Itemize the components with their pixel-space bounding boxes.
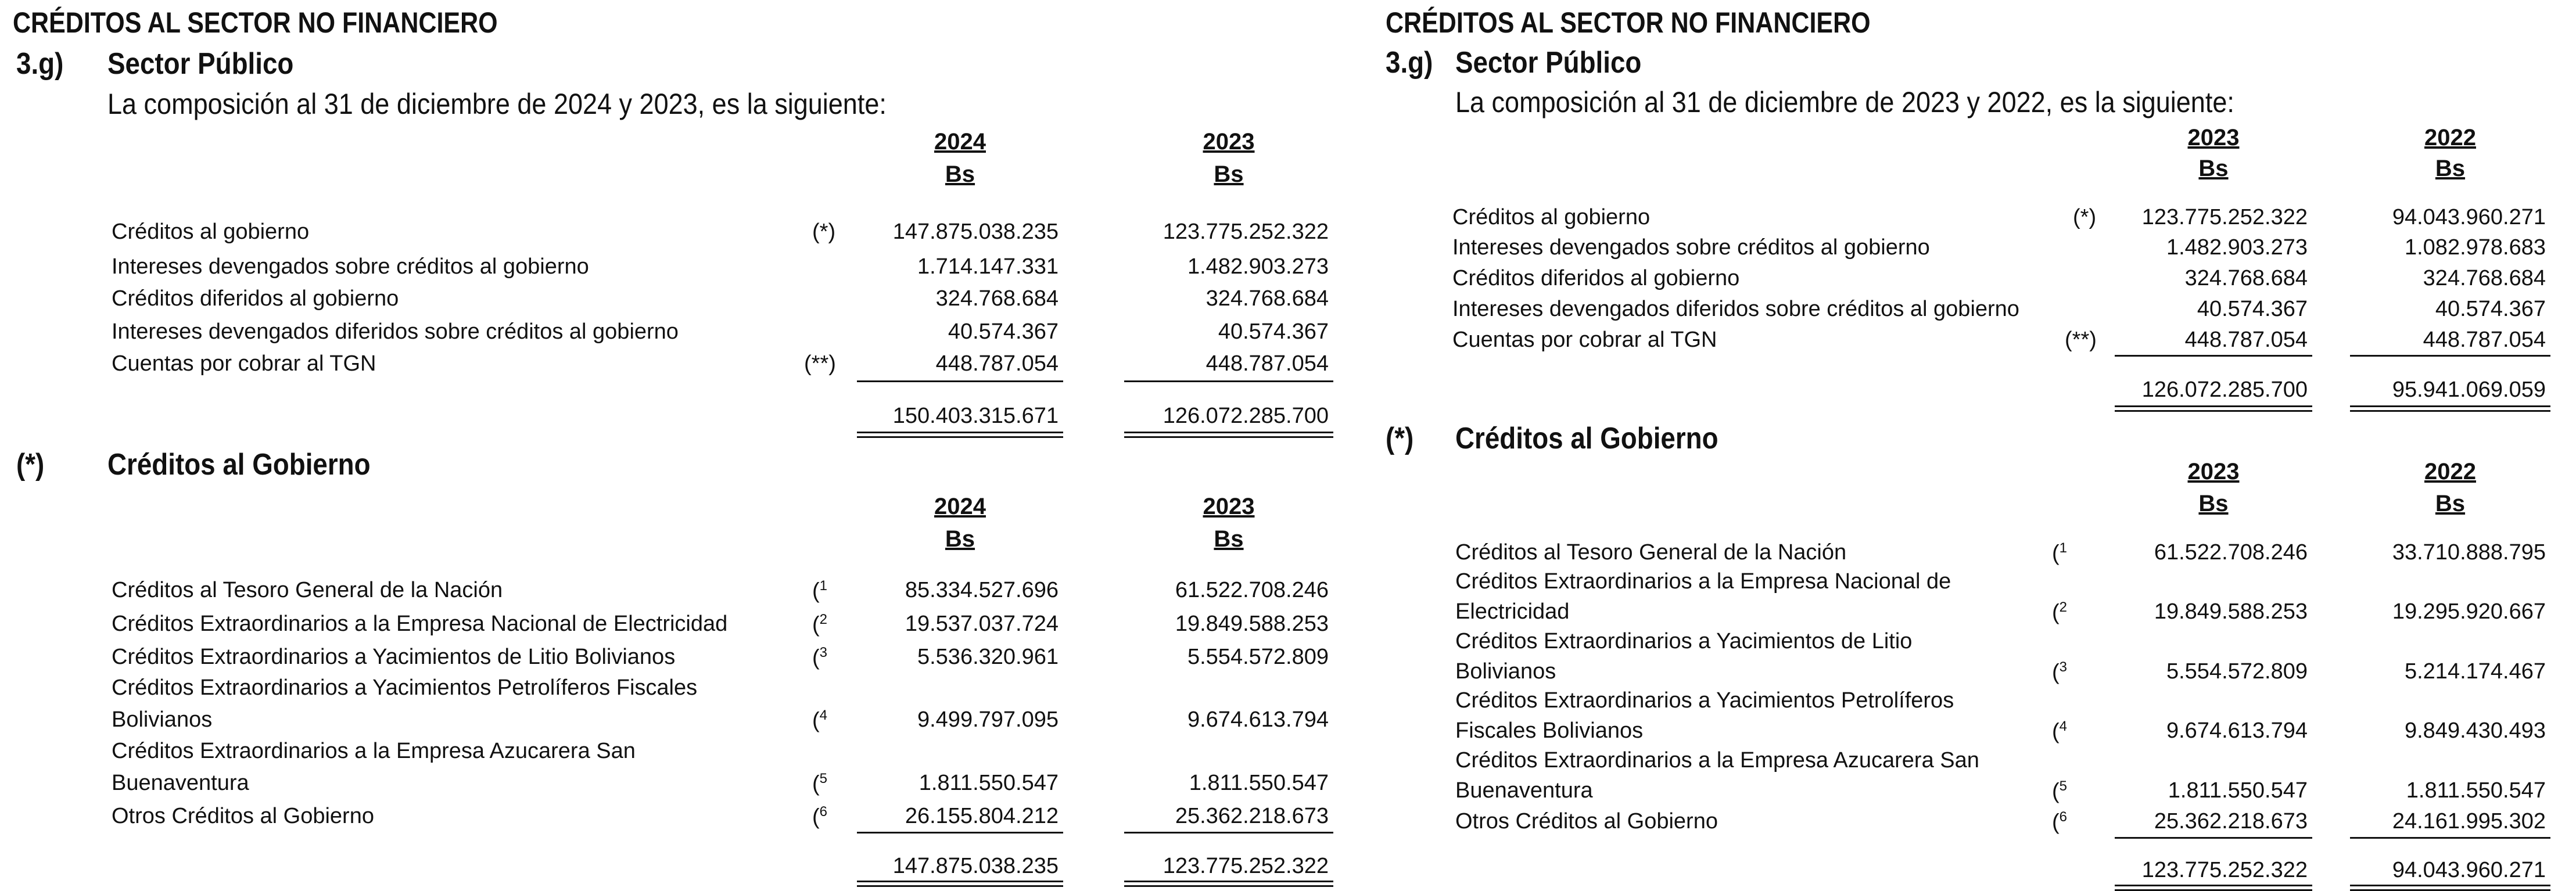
left-table1-row-label: Créditos diferidos al gobierno [112,286,399,311]
left-footnote-number: 6 [819,804,828,820]
left-table2-year-header: 2023 [1203,494,1255,519]
right-footnote-number: 4 [2059,718,2068,734]
left-table1-amount-cell: 324.768.684 [1206,286,1329,311]
right-table2-row-label: Créditos Extraordinarios a Yacimientos de Litio [1455,629,1913,653]
right-table2-amount-cell: 19.849.588.253 [2154,599,2308,624]
left-table1-amount-cell: 1.714.147.331 [917,254,1059,279]
right-table1-amount-cell: 1.082.978.683 [2404,235,2546,260]
right-intro-text: La composición al 31 de diciembre de 2023 y 2022, es la siguiente: [1455,86,2234,118]
right-table1-amount-cell: 324.768.684 [2184,266,2308,290]
left-table1-subtotal-rule [857,380,1063,382]
right-table2-row-label: Créditos Extraordinarios a la Empresa Nacional de [1455,569,1951,594]
left-table2-row-footnote-mark: ($^6$ [812,804,828,829]
right-table1-amount-cell: 448.787.054 [2423,328,2546,352]
left-subsection-note-mark: (*) [16,448,45,482]
right-table1-currency-header: Bs [2198,156,2229,181]
left-table2-subtotal-rule [857,832,1063,833]
left-table1-total-amount: 150.403.315.671 [892,404,1059,428]
left-table2-row-footnote-mark: ($^5$ [812,771,828,796]
right-table2-row-label-cont: Fiscales Bolivianos [1455,718,1644,743]
right-table1-amount-cell: 324.768.684 [2423,266,2546,290]
right-table2-row-label-cont: Bolivianos [1455,659,1556,684]
right-table1-year-header: 2023 [2187,125,2240,150]
right-table1-year-header: 2022 [2424,125,2476,150]
left-table1-total-double-rule [1124,432,1333,438]
right-table2-total-double-rule [2350,885,2550,891]
left-table2-row-label: Otros Créditos al Gobierno [112,804,374,828]
right-subsection-note-mark: (*) [1386,422,1414,455]
left-subsection-title: Créditos al Gobierno [107,448,371,482]
right-table1-currency-header: Bs [2435,156,2466,181]
right-table1-row-label: Intereses devengados sobre créditos al gobierno [1452,235,1930,260]
left-doc-title: CRÉDITOS AL SECTOR NO FINANCIERO [13,6,498,39]
right-footnote-number: 5 [2059,778,2068,794]
left-table2-total-amount: 123.775.252.322 [1163,854,1329,878]
left-table1-amount-cell: 40.574.367 [1218,319,1329,344]
right-table2-row-label: Créditos al Tesoro General de la Nación [1455,540,1847,565]
right-section-title: Sector Público [1455,46,1642,80]
left-table1-amount-cell: 123.775.252.322 [1163,220,1329,244]
left-table2-subtotal-rule [1124,832,1333,833]
left-table2-amount-cell: 9.674.613.794 [1187,707,1329,732]
left-table1-amount-cell: 324.768.684 [935,286,1059,311]
left-table2-currency-header: Bs [1214,526,1244,552]
left-section-title: Sector Público [107,47,294,81]
left-table2-amount-cell: 85.334.527.696 [905,578,1059,602]
left-footnote-number: 4 [819,707,828,723]
left-table1-year-header: 2023 [1203,129,1255,155]
left-footnote-number: 1 [819,578,828,594]
left-table1-row-note-mark: (**) [804,351,836,376]
right-table1-amount-cell: 1.482.903.273 [2166,235,2308,260]
right-table2-amount-cell: 61.522.708.246 [2154,540,2308,565]
right-table2-row-footnote-mark: ($^4$ [2052,718,2068,744]
left-table2-row-label: Créditos al Tesoro General de la Nación [112,578,503,602]
left-table2-row-label: Créditos Extraordinarios a la Empresa Azucarera San [112,739,636,763]
right-table2-row-footnote-mark: ($^6$ [2052,809,2068,835]
right-footnote-number: 1 [2059,540,2068,556]
right-table2-row-footnote-mark: ($^5$ [2052,778,2068,804]
left-footnote-number: 3 [819,645,828,660]
left-table2-amount-cell: 61.522.708.246 [1175,578,1329,602]
right-footnote-number: 2 [2059,599,2068,615]
right-table2-total-amount: 94.043.960.271 [2392,858,2546,882]
left-table1-year-header: 2024 [934,129,986,155]
right-table2-amount-cell: 24.161.995.302 [2392,809,2546,833]
left-table2-row-label-cont: Buenaventura [112,771,249,795]
right-table1-amount-cell: 123.775.252.322 [2141,205,2308,229]
right-table2-row-label-cont: Electricidad [1455,599,1570,624]
right-table2-row-footnote-mark: ($^3$ [2052,659,2068,685]
left-table1-currency-header: Bs [945,161,975,187]
right-table2-row-label: Créditos Extraordinarios a Yacimientos Petrolíferos [1455,688,1954,713]
left-table1-row-label: Intereses devengados sobre créditos al gobierno [112,254,589,279]
right-table1-subtotal-rule [2350,355,2550,357]
right-table1-amount-cell: 94.043.960.271 [2392,205,2546,229]
left-intro-text: La composición al 31 de diciembre de 2024 y 2023, es la siguiente: [107,88,887,120]
right-table1-row-label: Cuentas por cobrar al TGN [1452,328,1717,352]
left-table2-amount-cell: 1.811.550.547 [1189,771,1329,795]
right-table2-amount-cell: 1.811.550.547 [2406,778,2546,803]
left-table1-amount-cell: 1.482.903.273 [1187,254,1329,279]
right-table2-amount-cell: 5.554.572.809 [2166,659,2308,684]
left-table2-amount-cell: 19.537.037.724 [905,612,1059,636]
right-table2-row-label-cont: Buenaventura [1455,778,1593,803]
right-table2-year-header: 2023 [2187,459,2240,484]
right-footnote-number: 3 [2059,659,2068,675]
right-table1-total-double-rule [2350,405,2550,412]
left-table1-total-amount: 126.072.285.700 [1163,404,1329,428]
right-table2-currency-header: Bs [2435,491,2466,516]
right-subsection-title: Créditos al Gobierno [1455,422,1718,455]
right-table2-row-footnote-mark: ($^2$ [2052,599,2068,625]
right-table2-row-label: Créditos Extraordinarios a la Empresa Azucarera San [1455,748,1979,773]
right-table2-row-label: Otros Créditos al Gobierno [1455,809,1718,833]
right-table1-amount-cell: 448.787.054 [2184,328,2308,352]
right-table1-amount-cell: 40.574.367 [2197,297,2308,321]
left-table2-currency-header: Bs [945,526,975,552]
left-table2-row-footnote-mark: ($^2$ [812,612,828,637]
left-footnote-number: 2 [819,612,828,627]
left-table1-amount-cell: 40.574.367 [948,319,1059,344]
left-table1-amount-cell: 147.875.038.235 [892,220,1059,244]
right-table2-amount-cell: 5.214.174.467 [2404,659,2546,684]
right-table2-total-double-rule [2115,885,2312,891]
left-table2-total-double-rule [857,881,1063,887]
right-table2-year-header: 2022 [2424,459,2476,484]
left-table1-currency-header: Bs [1214,161,1244,187]
right-table1-total-amount: 126.072.285.700 [2141,378,2308,402]
right-table2-amount-cell: 1.811.550.547 [2168,778,2308,803]
right-table2-amount-cell: 9.674.613.794 [2166,718,2308,743]
left-table2-total-amount: 147.875.038.235 [892,854,1059,878]
right-table2-amount-cell: 33.710.888.795 [2392,540,2546,565]
left-footnote-number: 5 [819,771,828,786]
right-table2-subtotal-rule [2115,837,2312,839]
left-table2-amount-cell: 5.536.320.961 [917,645,1059,669]
right-table2-amount-cell: 25.362.218.673 [2154,809,2308,833]
right-table1-row-note-mark: (**) [2065,328,2097,352]
left-table2-amount-cell: 5.554.572.809 [1187,645,1329,669]
left-table1-amount-cell: 448.787.054 [935,351,1059,376]
right-table2-total-amount: 123.775.252.322 [2141,858,2308,882]
right-table2-subtotal-rule [2350,837,2550,839]
right-table1-row-label: Intereses devengados diferidos sobre créditos al gobierno [1452,297,2019,321]
left-table1-subtotal-rule [1124,380,1333,382]
left-table1-amount-cell: 448.787.054 [1206,351,1329,376]
left-table1-row-note-mark: (*) [812,220,836,244]
left-table2-total-double-rule [1124,881,1333,887]
left-table1-total-double-rule [857,432,1063,438]
left-table1-row-label: Créditos al gobierno [112,220,310,244]
right-section-number: 3.g) [1386,46,1433,80]
right-table2-amount-cell: 19.295.920.667 [2392,599,2546,624]
left-table2-amount-cell: 19.849.588.253 [1175,612,1329,636]
left-table2-row-label: Créditos Extraordinarios a la Empresa Nacional de Electricidad [112,612,728,636]
right-footnote-number: 6 [2059,809,2068,825]
right-table1-row-note-mark: (*) [2073,205,2097,229]
right-table1-total-double-rule [2115,405,2312,412]
left-table1-row-label: Cuentas por cobrar al TGN [112,351,376,376]
left-table2-year-header: 2024 [934,494,986,519]
right-table1-subtotal-rule [2115,355,2312,357]
left-table2-row-label: Créditos Extraordinarios a Yacimientos de Litio Bolivianos [112,645,676,669]
right-table2-currency-header: Bs [2198,491,2229,516]
right-doc-title: CRÉDITOS AL SECTOR NO FINANCIERO [1386,6,1871,39]
left-table2-row-label-cont: Bolivianos [112,707,213,732]
right-table1-row-label: Créditos diferidos al gobierno [1452,266,1740,290]
left-table2-row-footnote-mark: ($^3$ [812,645,828,670]
left-table2-amount-cell: 26.155.804.212 [905,804,1059,828]
right-table2-row-footnote-mark: ($^1$ [2052,540,2068,566]
left-table2-row-footnote-mark: ($^4$ [812,707,828,733]
right-table1-row-label: Créditos al gobierno [1452,205,1651,229]
left-section-number: 3.g) [16,47,64,81]
left-table2-row-label: Créditos Extraordinarios a Yacimientos Petrolíferos Fiscales [112,676,698,700]
left-table2-amount-cell: 1.811.550.547 [919,771,1059,795]
left-table2-row-footnote-mark: ($^1$ [812,578,828,603]
right-table1-total-amount: 95.941.069.059 [2392,378,2546,402]
right-table1-amount-cell: 40.574.367 [2435,297,2546,321]
left-table2-amount-cell: 9.499.797.095 [917,707,1059,732]
left-table2-amount-cell: 25.362.218.673 [1175,804,1329,828]
right-table2-amount-cell: 9.849.430.493 [2404,718,2546,743]
left-table1-row-label: Intereses devengados diferidos sobre créditos al gobierno [112,319,679,344]
